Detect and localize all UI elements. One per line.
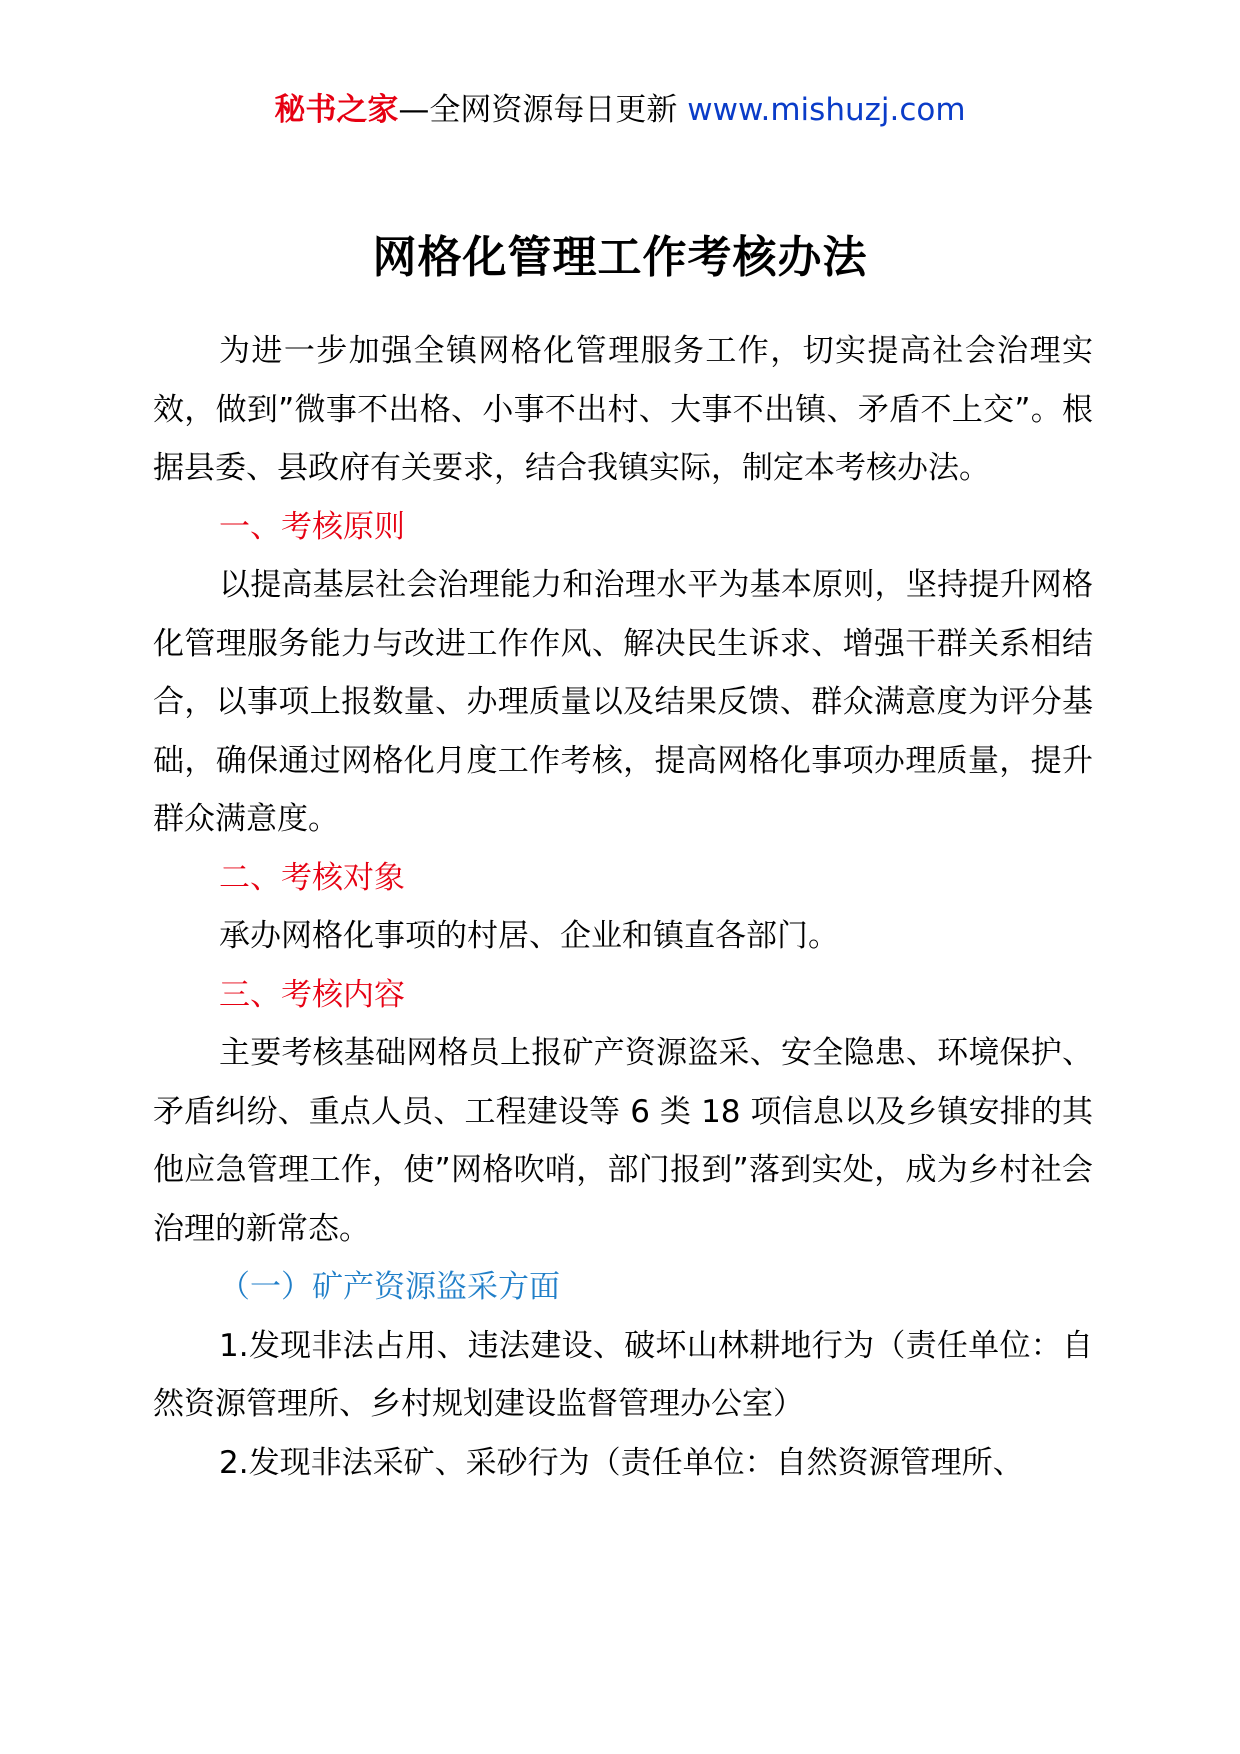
subsection-heading-mining: （一）矿产资源盗采方面: [219, 1269, 560, 1305]
section-heading-principles: 一、考核原则: [219, 508, 405, 545]
site-header: [0, 88, 1240, 132]
content-paragraph: 主要考核基础网格员上报矿产资源盗采、安全隐患、环境保护、矛盾纠纷、重点人员、工程建设等 6 类 18 项信息以及乡镇安排的其他应急管理工作，使”网格吹哨，部门报到”落到实处，成为乡村社会治理的新常态。: [153, 1035, 1093, 1247]
brand-name: 秘书之家: [274, 92, 399, 128]
section-heading-targets: 二、考核对象: [219, 859, 405, 896]
principles-paragraph: 以提高基层社会治理能力和治理水平为基本原则，坚持提升网格化管理服务能力与改进工作作风、解决民生诉求、增强干群关系相结合，以事项上报数量、办理质量以及结果反馈、群众满意度为评分基础，确保通过网格化月度工作考核，提高网格化事项办理质量，提升群众满意度。: [153, 567, 1093, 837]
document-body: [153, 322, 1093, 1492]
targets-paragraph: 承办网格化事项的村居、企业和镇直各部门。: [219, 918, 839, 954]
header-tagline: —全网资源每日更新: [398, 92, 688, 128]
section-heading-content: 三、考核内容: [219, 976, 405, 1013]
site-url-link[interactable]: www.mishuzj.com: [687, 92, 966, 128]
list-item-2: 2.发现非法采矿、采砂行为（责任单位：自然资源管理所、: [219, 1444, 1024, 1481]
document-title: 网格化管理工作考核办法: [372, 232, 868, 283]
intro-paragraph: 为进一步加强全镇网格化管理服务工作，切实提高社会治理实效，做到”微事不出格、小事不出村、大事不出镇、矛盾不上交”。根据县委、县政府有关要求，结合我镇实际，制定本考核办法。: [153, 333, 1093, 486]
list-item-1: 1.发现非法占用、违法建设、破坏山林耕地行为（责任单位：自然资源管理所、乡村规划建设监督管理办公室）: [153, 1327, 1093, 1422]
